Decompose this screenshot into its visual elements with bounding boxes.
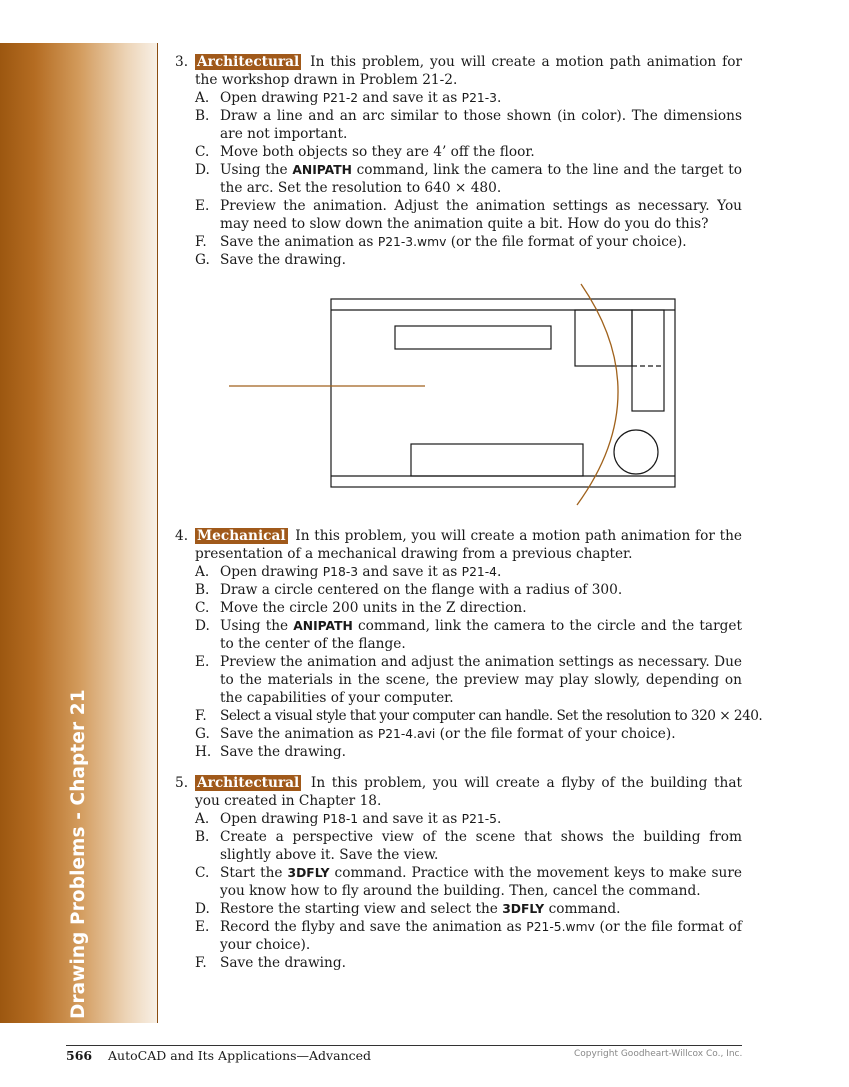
step-item [175,954,742,972]
step-letter: F. [195,234,207,250]
file-name: P21-3 [461,91,497,105]
problem-number: 4. [175,528,189,544]
round-tank [614,430,658,474]
step-letter: B. [195,829,210,845]
workbench-bottom [411,444,583,476]
step-letter: C. [195,600,210,616]
step-item [175,143,742,161]
workshop-drawing [225,282,680,507]
step-letter: G. [195,726,210,742]
step-item [175,581,742,599]
problem-5 [175,774,742,972]
step-text: Open drawing P18-1 and save it as P21-5. [220,811,502,827]
problem-tag: Mechanical [197,528,286,544]
step-text: Open drawing P18-3 and save it as P21-4. [220,564,502,580]
file-name: P21-4 [461,565,497,579]
step-text: Save the drawing. [220,744,346,760]
step-letter: C. [195,865,210,881]
problem-header [175,53,742,89]
step-text: Move both objects so they are 4’ off the floor. [220,144,535,160]
step-text: Preview the animation. Adjust the animation settings as necessary. You may need to slow down the animation quite a bit. How do you do this? [220,198,742,232]
problem-intro-text: In this problem, you will create a motion path animation for the workshop drawn in Problem 21-2. [195,54,742,88]
file-name: P18-3 [322,565,359,579]
step-item [175,617,742,653]
problem-tag: Architectural [197,54,300,70]
step-item [175,653,742,707]
step-letter: A. [195,811,210,827]
step-text: Draw a circle centered on the flange with a radius of 300. [220,582,623,598]
step-letter: D. [195,618,210,634]
step-item [175,89,742,107]
cabinet-side-right [632,310,664,411]
step-letter: C. [195,144,210,160]
book-title: AutoCAD and Its Applications—Advanced [108,1048,372,1063]
workshop-outer-wall [331,299,675,487]
problem-3 [175,53,742,269]
step-list [175,563,763,761]
problem-tag: Architectural [197,775,300,791]
step-text: Save the drawing. [220,252,346,268]
step-text: Using the ANIPATH command, link the camera to the circle and the target to the center of the flange. [220,618,742,652]
command-name: 3DFLY [287,866,330,880]
step-letter: E. [195,919,210,935]
step-text: Draw a line and an arc similar to those shown (in color). The dimensions are not important. [220,108,742,142]
step-letter: E. [195,198,210,214]
step-text: Create a perspective view of the scene that shows the building from slightly above it. Save the view. [220,829,742,863]
copyright-notice: Copyright Goodheart-Willcox Co., Inc. [574,1049,743,1059]
workbench-top [395,326,551,349]
problem-number: 5. [175,775,189,791]
step-item [175,900,742,918]
step-item [175,810,742,828]
step-letter: E. [195,654,210,670]
step-letter: B. [195,582,210,598]
problem-intro-text: In this problem, you will create a motion path animation for the presentation of a mechanical drawing from a previous chapter. [195,528,742,562]
step-item [175,161,742,197]
step-letter: D. [195,162,210,178]
sidebar-title: Drawing Problems - Chapter 21 [68,689,89,1019]
step-letter: B. [195,108,210,124]
step-item [175,563,742,581]
command-name: ANIPATH [293,619,353,633]
step-text: Record the flyby and save the animation as P21-5.wmv (or the file format of your choice). [220,919,742,953]
step-letter: D. [195,901,210,917]
file-name: P21-5 [461,812,497,826]
step-list [175,89,742,269]
step-item [175,918,742,954]
step-text: Save the animation as P21-3.wmv (or the file format of your choice). [220,234,687,250]
file-name: P18-1 [322,812,359,826]
problem-header [175,774,742,810]
step-text: Preview the animation and adjust the animation settings as necessary. Due to the materials in the scene, the preview may play slowly, depending on the capabilities of your computer. [220,654,742,706]
page-number: 566 [66,1048,93,1063]
step-text: Save the drawing. [220,955,346,971]
step-item [175,251,742,269]
step-item [175,725,742,743]
step-text: Open drawing P21-2 and save it as P21-3. [220,90,502,106]
step-item [175,107,742,143]
step-item [175,828,742,864]
step-text: Using the ANIPATH command, link the camera to the line and the target to the arc. Set the resolution to 640 × 480. [220,162,742,196]
command-name: 3DFLY [502,902,545,916]
command-name: ANIPATH [292,163,352,177]
step-item [175,743,742,761]
file-name: P21-4.avi [377,727,436,741]
file-name: P21-3.wmv [377,235,447,249]
step-letter: A. [195,564,210,580]
problem-4 [175,527,763,761]
step-letter: G. [195,252,210,268]
step-item [175,233,742,251]
step-item [175,864,742,900]
problem-intro-text: In this problem, you will create a flyby of the building that you created in Chapter 18. [195,775,743,809]
step-text: Start the 3DFLY command. Practice with the movement keys to make sure you know how to fly around the building. Then, cancel the command. [220,865,743,899]
file-name: P21-5.wmv [526,920,595,934]
file-name: P21-2 [322,91,359,105]
step-letter: H. [195,744,212,760]
step-item [175,197,742,233]
step-list [175,810,742,972]
problem-intro [195,53,742,89]
problem-header [175,527,742,563]
step-letter: F. [195,708,207,724]
problem-number: 3. [175,54,189,70]
footer-rule [66,1045,742,1046]
cabinet-upper-right [575,310,632,366]
step-letter: A. [195,90,210,106]
problem-intro [195,527,742,563]
problem-intro [195,774,742,810]
step-item [175,707,763,725]
step-text: Save the animation as P21-4.avi (or the file format of your choice). [220,726,676,742]
step-text: Move the circle 200 units in the Z direction. [220,600,527,616]
step-text: Select a visual style that your computer can handle. Set the resolution to 320 × 240. [220,708,763,724]
step-text: Restore the starting view and select the 3DFLY command. [220,901,621,917]
step-letter: F. [195,955,207,971]
step-item [175,599,742,617]
